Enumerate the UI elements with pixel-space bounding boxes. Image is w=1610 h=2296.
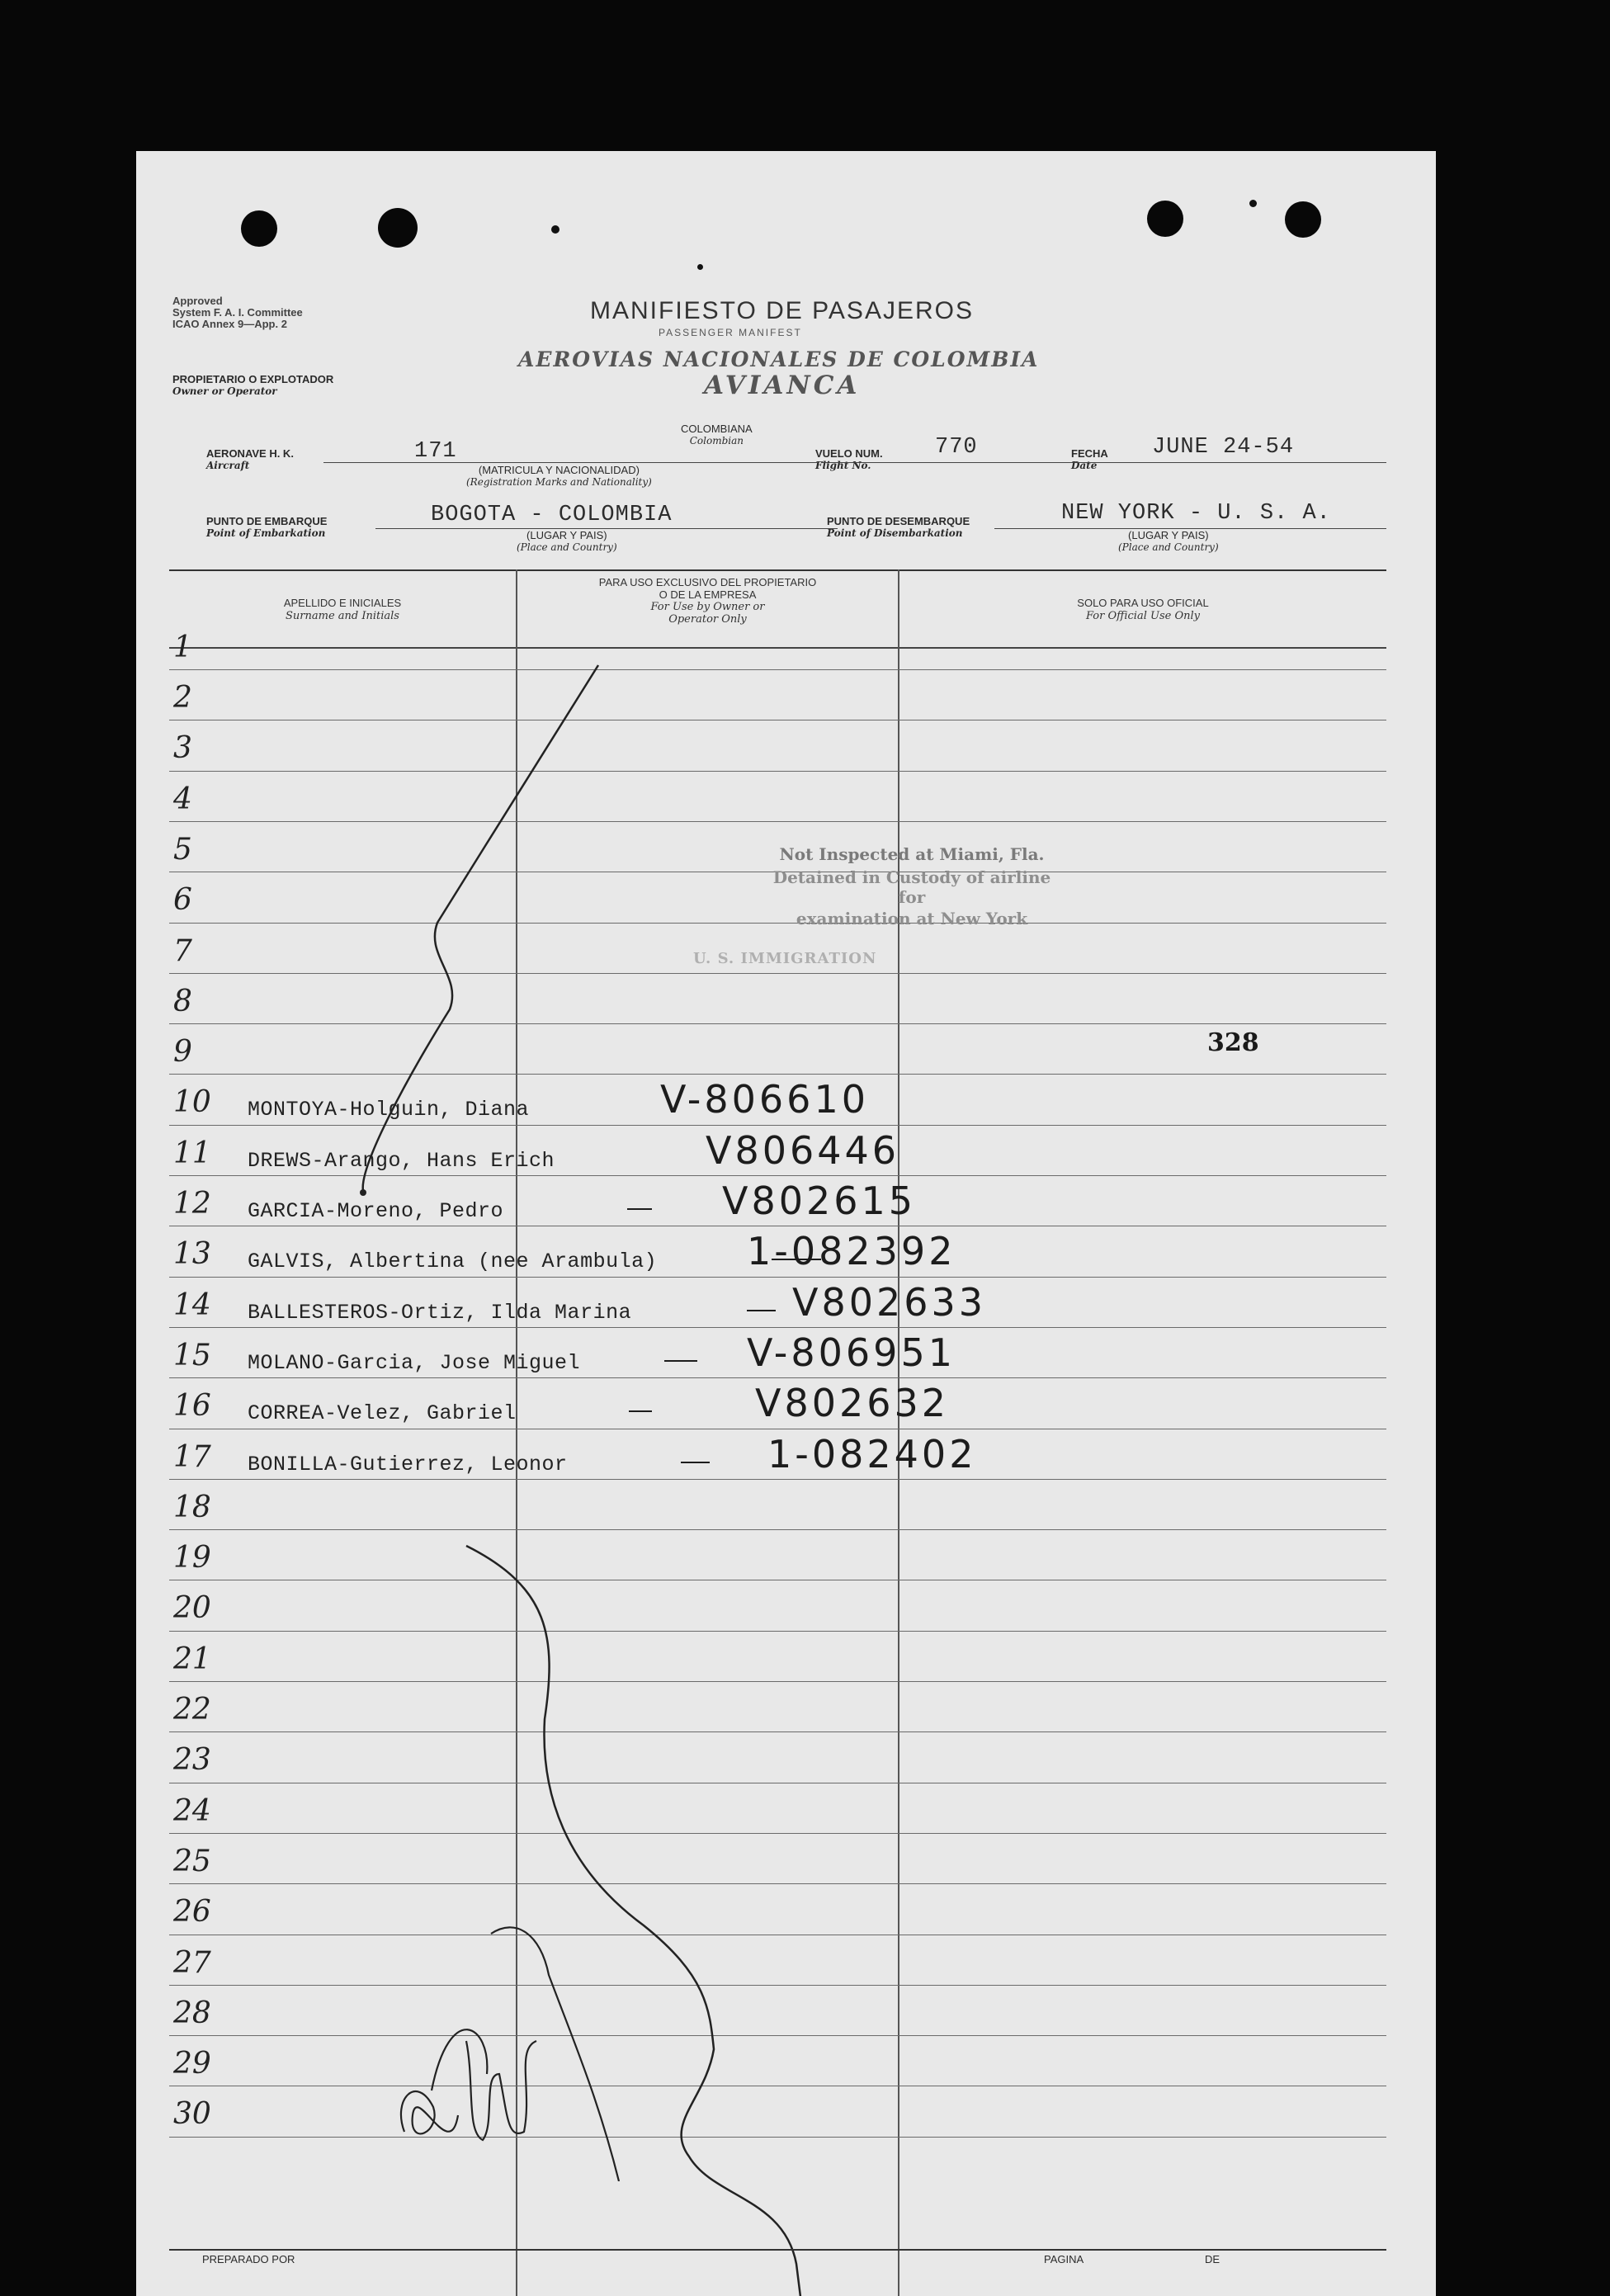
handwritten-dash xyxy=(629,1410,652,1412)
visa-number: V802632 xyxy=(755,1381,950,1425)
aircraft-caption-es: (MATRICULA Y NACIONALIDAD) xyxy=(478,464,640,476)
visa-number: V802615 xyxy=(722,1179,917,1223)
embarkation-label-en: Point of Embarkation xyxy=(206,527,326,539)
visa-number: 1-082392 xyxy=(747,1229,956,1273)
row-number: 13 xyxy=(173,1237,211,1271)
passenger-name: GARCIA-Moreno, Pedro xyxy=(248,1199,504,1223)
date-label xyxy=(1071,448,1108,471)
row-rule xyxy=(169,1731,1386,1732)
row-rule xyxy=(169,1277,1386,1278)
row-number: 5 xyxy=(173,833,192,867)
aircraft-caption xyxy=(466,465,652,488)
row-rule xyxy=(169,1529,1386,1530)
page-label: PAGINA xyxy=(1044,2253,1084,2265)
row-rule xyxy=(169,1985,1386,1986)
prepared-by-label: PREPARADO POR xyxy=(202,2253,295,2265)
row-rule xyxy=(169,1125,1386,1126)
aircraft-label-es: AERONAVE H. K. xyxy=(206,447,294,460)
disembarkation-value: NEW YORK - U. S. A. xyxy=(1061,501,1331,526)
page-number-stamp: 328 xyxy=(1207,1028,1259,1057)
table-top-rule xyxy=(169,569,1386,571)
row-rule xyxy=(169,1833,1386,1834)
embarkation-label xyxy=(206,516,327,539)
aircraft-nationality xyxy=(681,423,753,446)
punch-hole xyxy=(378,208,418,248)
passenger-name: BALLESTEROS-Ortiz, Ilda Marina xyxy=(248,1301,632,1325)
owner-label xyxy=(172,374,333,397)
disembarkation-label-es: PUNTO DE DESEMBARQUE xyxy=(827,515,970,527)
approval-line: Approved xyxy=(172,295,223,307)
handwritten-dash xyxy=(772,1259,821,1260)
row-rule xyxy=(169,2137,1386,2138)
stamp-line: Not Inspected at Miami, Fla. xyxy=(779,844,1045,864)
row-rule xyxy=(169,1479,1386,1480)
column-header-official-en: For Official Use Only xyxy=(1086,610,1200,622)
passenger-name: BONILLA-Gutierrez, Leonor xyxy=(248,1453,568,1476)
row-rule xyxy=(169,1175,1386,1176)
disembarkation-caption-es: (LUGAR Y PAIS) xyxy=(1128,529,1209,541)
approval-line: System F. A. I. Committee xyxy=(172,306,303,319)
aircraft-value: 171 xyxy=(414,439,457,464)
immigration-stamp xyxy=(763,844,1060,928)
column-header-name-en: Surname and Initials xyxy=(286,610,399,622)
owner-label-es: PROPIETARIO O EXPLOTADOR xyxy=(172,373,334,385)
column-header-owner-es-1: PARA USO EXCLUSIVO DEL PROPIETARIO xyxy=(598,576,817,588)
manifest-sheet xyxy=(136,151,1436,2296)
row-rule xyxy=(169,1883,1386,1884)
aircraft-label xyxy=(206,448,294,471)
ink-speck xyxy=(551,225,559,234)
ink-speck xyxy=(1249,200,1257,207)
row-number: 4 xyxy=(173,782,192,816)
row-number: 20 xyxy=(173,1591,211,1625)
row-number: 16 xyxy=(173,1389,211,1423)
row-rule xyxy=(169,1631,1386,1632)
row-number: 28 xyxy=(173,1996,211,2030)
row-number: 25 xyxy=(173,1845,211,1878)
immigration-stamp-agency: U. S. IMMIGRATION xyxy=(693,950,877,967)
row-number: 15 xyxy=(173,1339,211,1372)
punch-hole xyxy=(241,210,277,247)
page-of-label: DE xyxy=(1205,2253,1220,2265)
column-header-owner xyxy=(517,576,898,626)
row-number: 17 xyxy=(173,1440,211,1474)
row-rule xyxy=(169,821,1386,822)
row-number: 12 xyxy=(173,1187,211,1221)
visa-number: V802633 xyxy=(792,1280,987,1325)
row-rule xyxy=(169,1681,1386,1682)
row-number: 22 xyxy=(173,1693,211,1727)
handwritten-dash xyxy=(664,1360,697,1362)
disembarkation-label xyxy=(827,516,970,539)
column-header-official xyxy=(899,597,1386,622)
visa-number: 1-082402 xyxy=(767,1432,977,1476)
embarkation-value: BOGOTA - COLOMBIA xyxy=(431,503,673,527)
row-rule xyxy=(169,669,1386,670)
embarkation-caption xyxy=(517,530,617,553)
row-number: 21 xyxy=(173,1642,211,1676)
row-number: 18 xyxy=(173,1491,211,1524)
flight-label-es: VUELO NUM. xyxy=(815,447,883,460)
carrier-brand: AVIANCA xyxy=(704,371,861,400)
strike-through-marks xyxy=(136,151,1436,2296)
row-rule xyxy=(169,973,1386,974)
owner-label-en: Owner or Operator xyxy=(172,385,277,397)
row-number: 27 xyxy=(173,1946,211,1980)
date-label-en: Date xyxy=(1071,460,1098,471)
table-header-rule xyxy=(169,647,1386,649)
row-number: 6 xyxy=(173,883,192,917)
passenger-name: CORREA-Velez, Gabriel xyxy=(248,1401,517,1425)
punch-hole xyxy=(1285,201,1321,238)
row-number: 26 xyxy=(173,1895,211,1929)
approval-block xyxy=(172,295,303,330)
embarkation-caption-es: (LUGAR Y PAIS) xyxy=(526,529,607,541)
aircraft-caption-en: (Registration Marks and Nationality) xyxy=(466,476,652,488)
row-number: 11 xyxy=(173,1136,211,1170)
row-rule xyxy=(169,1023,1386,1024)
column-header-name xyxy=(169,597,516,622)
stamp-line: examination at New York xyxy=(796,909,1028,928)
visa-number: V-806951 xyxy=(747,1330,956,1375)
disembarkation-label-en: Point of Disembarkation xyxy=(827,527,963,539)
row-number: 1 xyxy=(173,631,192,664)
row-number: 14 xyxy=(173,1288,211,1322)
flight-label xyxy=(815,448,883,471)
row-number: 8 xyxy=(173,985,192,1018)
row-number: 23 xyxy=(173,1743,211,1777)
row-rule xyxy=(169,1377,1386,1378)
aircraft-label-en: Aircraft xyxy=(206,460,250,471)
column-header-official-es: SOLO PARA USO OFICIAL xyxy=(1077,597,1209,609)
column-header-owner-es-2: O DE LA EMPRESA xyxy=(659,588,757,601)
column-divider xyxy=(516,569,517,2296)
strike-line-end xyxy=(360,1189,366,1196)
column-header-owner-en-1: For Use by Owner or xyxy=(650,601,765,613)
punch-hole xyxy=(1147,201,1183,237)
handwritten-dash xyxy=(681,1462,710,1463)
embarkation-label-es: PUNTO DE EMBARQUE xyxy=(206,515,328,527)
visa-number: V806446 xyxy=(706,1128,900,1173)
handwritten-dash xyxy=(627,1208,652,1210)
manifest-title: MANIFIESTO DE PASAJEROS xyxy=(590,297,974,324)
passenger-name: DREWS-Arango, Hans Erich xyxy=(248,1149,555,1173)
row-number: 10 xyxy=(173,1085,211,1119)
date-label-es: FECHA xyxy=(1071,447,1108,460)
date-value: JUNE 24-54 xyxy=(1152,435,1295,460)
disembarkation-caption xyxy=(1118,530,1219,553)
nationality-es: COLOMBIANA xyxy=(681,423,753,435)
column-header-name-es: APELLIDO E INICIALES xyxy=(283,597,402,609)
row-number: 7 xyxy=(173,934,192,968)
row-rule xyxy=(169,1327,1386,1328)
row-number: 3 xyxy=(173,731,192,765)
nationality-en: Colombian xyxy=(689,435,744,446)
disembarkation-caption-en: (Place and Country) xyxy=(1118,541,1219,553)
embarkation-caption-en: (Place and Country) xyxy=(517,541,617,553)
passenger-name: MONTOYA-Holguin, Diana xyxy=(248,1098,530,1122)
row-number: 24 xyxy=(173,1794,211,1828)
row-number: 29 xyxy=(173,2047,211,2081)
row-number: 30 xyxy=(173,2097,211,2131)
ink-speck xyxy=(697,264,703,270)
aircraft-underline xyxy=(323,462,817,463)
row-number: 9 xyxy=(173,1035,192,1069)
column-header-owner-en-2: Operator Only xyxy=(668,613,747,626)
carrier-name: AEROVIAS NACIONALES DE COLOMBIA xyxy=(518,347,1040,371)
passenger-name: GALVIS, Albertina (nee Arambula) xyxy=(248,1250,658,1273)
approval-line: ICAO Annex 9—App. 2 xyxy=(172,318,287,330)
flight-label-en: Flight No. xyxy=(815,460,871,471)
flight-value: 770 xyxy=(935,435,978,460)
manifest-subtitle: PASSENGER MANIFEST xyxy=(659,327,802,338)
date-underline xyxy=(1073,462,1386,463)
stamp-line: Detained in Custody of airline for xyxy=(772,867,1051,907)
row-rule xyxy=(169,2035,1386,2036)
row-rule xyxy=(169,1074,1386,1075)
row-rule xyxy=(169,771,1386,772)
handwritten-dash xyxy=(747,1310,776,1311)
visa-number: V-806610 xyxy=(660,1077,869,1122)
footer-rule xyxy=(169,2249,1386,2251)
row-number: 19 xyxy=(173,1541,211,1575)
row-number: 2 xyxy=(173,681,192,715)
passenger-name: MOLANO-Garcia, Jose Miguel xyxy=(248,1351,581,1375)
